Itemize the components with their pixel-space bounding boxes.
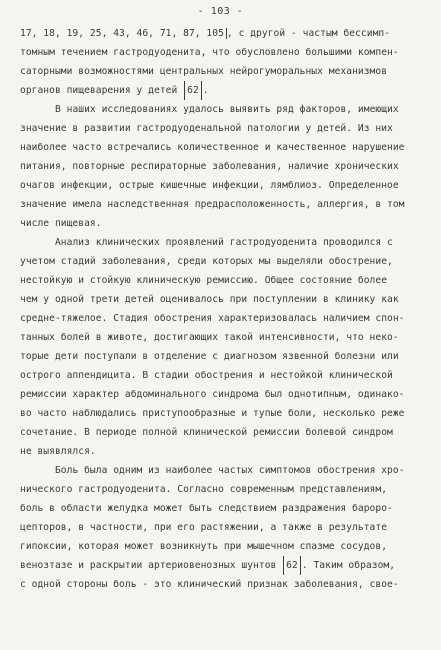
line-text: нического гастродуоденита. Согласно современным представлениям, [20, 484, 388, 495]
text-line [20, 537, 425, 556]
text-line [20, 43, 425, 62]
line-text: органов пищеварения у детей [20, 85, 184, 96]
citation-reference: 62 [283, 556, 301, 575]
line-text: очагов инфекции, острые кишечные инфекции, лямблиоз. Определенное [20, 180, 399, 191]
line-text: саторными возможностями центральных нейрогуморальных механизмов [20, 66, 388, 77]
text-line [20, 442, 425, 461]
line-text: В наших исследованиях удалось выявить ряд факторов, имеющих [54, 104, 399, 115]
text-line [20, 290, 425, 309]
line-text: томным течением гастродуоденита, что обусловлено большими компен- [20, 47, 399, 58]
line-text: значение имела наследственная предрасположенность, аллергия, в том [20, 199, 405, 210]
text-line [20, 385, 425, 404]
line-text: танных болей в животе, достигающих такой интенсивности, что неко- [20, 332, 399, 343]
text-line [20, 461, 425, 480]
text-line [20, 214, 425, 233]
line-text: Боль была одним из наиболее частых симптомов обострения хро- [54, 465, 405, 476]
line-text: средне-тяжелое. Стадия обострения характеризовалась наличием спон- [20, 313, 405, 324]
text-line [20, 556, 425, 575]
line-text: с одной стороны боль - это клинический признак заболевания, свое- [20, 579, 399, 590]
line-text-continued: , с другой - частым бессимп- [226, 28, 391, 39]
line-text: ремиссии характер абдоминального синдрома был однотипным, одинако- [20, 389, 405, 400]
page-number: - 103 - [197, 6, 244, 17]
text-line [20, 423, 425, 442]
text-line [20, 499, 425, 518]
line-text: числе пищевая. [20, 218, 102, 229]
text-line [20, 195, 425, 214]
line-text: наиболее часто встречались количественное и качественное нарушение [20, 142, 405, 153]
line-text: не выявлялся. [20, 446, 96, 457]
text-line [20, 309, 425, 328]
text-line [20, 575, 425, 594]
text-line [20, 119, 425, 138]
line-text: во часто наблюдались приступообразные и тупые боли, несколько реже [20, 408, 405, 419]
line-text: нестойкую и стойкую клиническую ремиссию. Общее состояние более [20, 275, 388, 286]
text-line [20, 176, 425, 195]
text-line [20, 24, 425, 43]
text-line [20, 480, 425, 499]
line-text: сочетание. В периоде полной клинической ремиссии болевой синдром [20, 427, 393, 438]
line-text: учетом стадий заболевания, среди которых мы выделяли обострение, [20, 256, 393, 267]
text-line [20, 138, 425, 157]
line-text: боль в области желудка может быть следствием раздражения бароро- [20, 503, 393, 514]
text-line [20, 271, 425, 290]
text-line [20, 233, 425, 252]
line-text: питания, повторные респираторные заболевания, наличие хронических [20, 161, 399, 172]
text-line [20, 404, 425, 423]
text-line [20, 157, 425, 176]
line-text: торые дети поступали в отделение с диагнозом язвенной болезни или [20, 351, 399, 362]
line-text: острого аппендицита. В стадии обострения и нестойкой клинической [20, 370, 393, 381]
text-line [20, 252, 425, 271]
line-text: венозтазе и раскрытии артериовенозных шунтов [20, 560, 283, 571]
text-line [20, 518, 425, 537]
line-text: значение в развитии гастродуоденальной патологии у детей. Из них [20, 123, 393, 134]
text-line [20, 347, 425, 366]
line-text: чем у одной трети детей оценивалось при поступлении в клинику как [20, 294, 399, 305]
line-text: гипоксии, которая может возникнуть при мышечном спазме сосудов, [20, 541, 388, 552]
text-line [20, 81, 425, 100]
line-text-continued: . Таким образом, [301, 560, 396, 571]
line-text: Анализ клинических проявлений гастродуоденита проводился с [54, 237, 393, 248]
body-text [20, 24, 425, 594]
text-line [20, 62, 425, 81]
line-text-continued: . [202, 85, 209, 96]
line-text: 17, 18, 19, 25, 43, 46, 71, 87, 105 [20, 28, 227, 39]
text-line [20, 100, 425, 119]
citation-reference: 62 [184, 81, 202, 100]
text-line [20, 366, 425, 385]
line-text: цепторов, в частности, при его растяжении, а также в результате [20, 522, 388, 533]
text-line [20, 328, 425, 347]
